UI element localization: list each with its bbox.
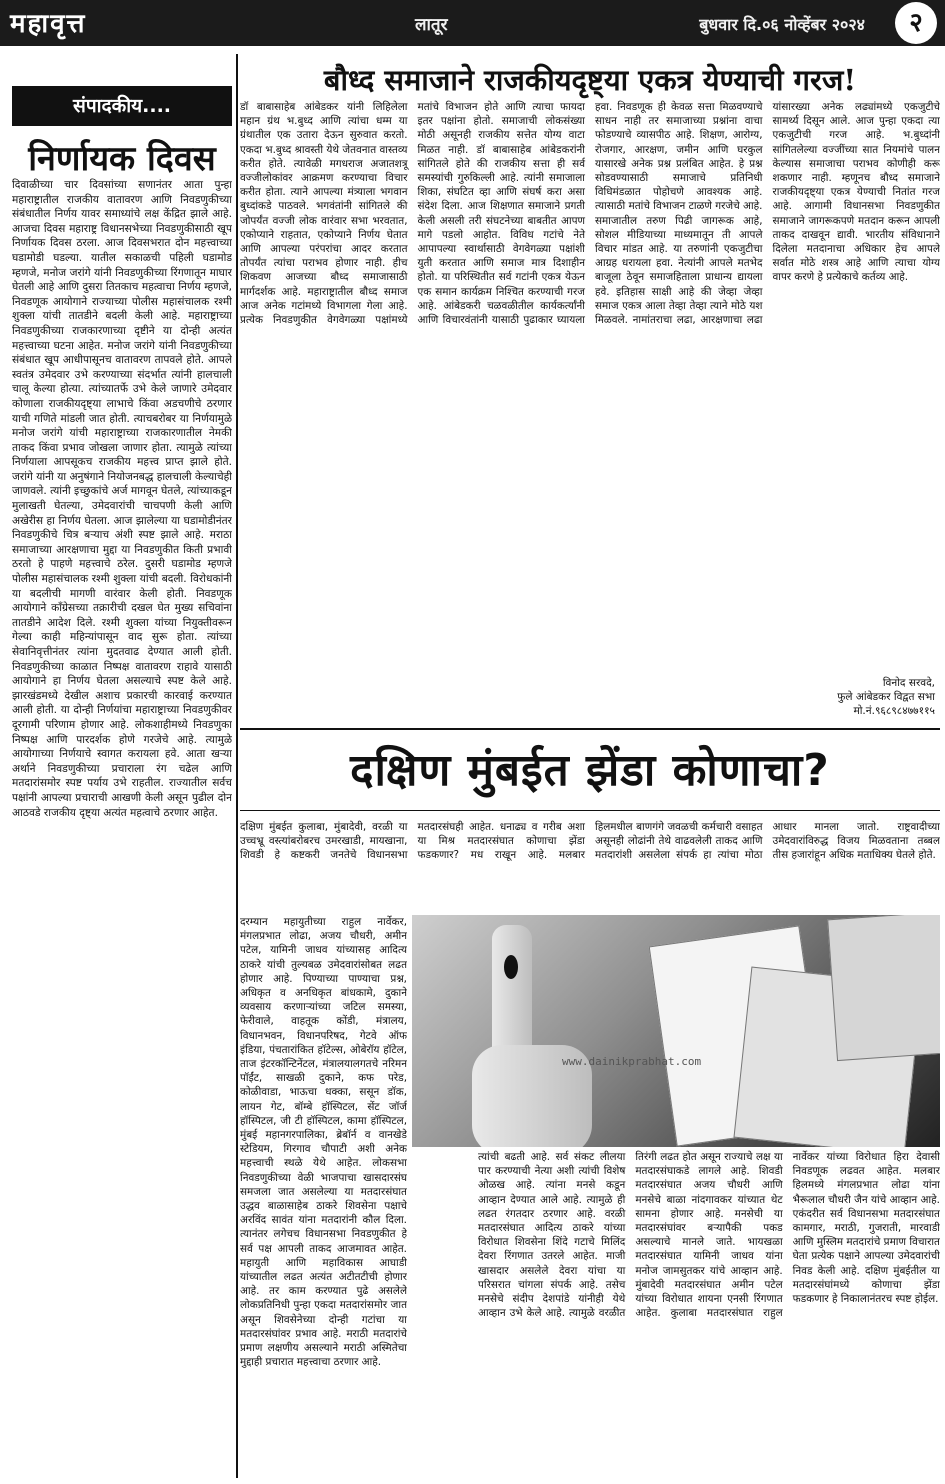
page-number-badge: २ <box>895 2 937 44</box>
voter-id-photo <box>412 915 940 1147</box>
editorial-body: दिवाळीच्या चार दिवसांच्या सणानंतर आता पुन्हा महाराष्ट्रातील राजकीय वातावरण आणि निवडणुकीच्या संबंधातील निर्णय यावर समाध्यांचे लक्ष केंद्रित झाले आहे. आजचा दिवस महाराष्ट्र विधानसभेच्या निवडणुकीसाठी खूप निर्णायक दिवस ठरला. आज दिवसभरात दोन महत्त्वाच्या घडामोडी घडल्या. यातील सकाळची पहिली घडामोड म्हणजे, मनोज जरांगे यांनी निवडणुकीच्या रिंगणातून माघार घेतली आहे आणि दुसरा तितकाच महत्वाचा निर्णय म्हणजे, निवडणूक आयोगाने राज्याच्या पोलीस महासंचालक रश्मी शुक्ला यांची तातडीने बदली केली आहे. महाराष्ट्राच्या निवडणुकीच्या राजकारणाच्या दृष्टीने या दोन्ही अत्यंत महत्त्वाच्या घटना आहेत. मनोज जरांगे यांनी निवडणुकीच्या संबंधात खूप आधीपासूनच वातावरण तापवले होते. आपले स्वतंत्र उमेदवार उभे करण्याच्या संदर्भात त्यांनी हालचाली चालू केल्या होत्या. त्यांच्यातर्फे उभे केले जाणारे उमेदवार कोणाला राजकीयदृष्ट्या लाभाचे किंवा अडचणीचे ठरणार याची गणिते मांडली जात होती. त्याचबरोबर या निर्णयामुळे मनोज जरांगे यांची महाराष्ट्राच्या राजकारणातील नेमकी ताकद किंवा प्रभाव जोखला जाणार होता. त्यामुळे त्यांच्या निर्णयाला आपसूकच राजकीय महत्त्व प्राप्त झाले होते. जरांगे यांनी या अनुषंगाने नियोजनबद्ध हालचाली केल्याचेही जाणवले. त्यांनी इच्छुकांचे अर्ज मागवून घेतले, त्यांच्याकडून मुलाखती घेतल्या, उमेदवारांची चाचपणी केली आणि अखेरीस हा निर्णय घेतला. आज झालेल्या या घडामोडीनंतर निवडणुकीचे चित्र बऱ्याच अंशी स्पष्ट झाले आहे. मराठा समाजाच्या आरक्षणाचा मुद्दा या निवडणुकीत किती प्रभावी ठरतो हे पाहणे महत्त्वाचे ठरेल. दुसरी घडामोड म्हणजे पोलीस महासंचालक रश्मी शुक्ला यांची बदली. विरोधकांनी या बदलीची मागणी वारंवार केली होती. निवडणूक आयोगाने काँग्रेसच्या तक्रारीची दखल घेत मुख्य सचिवांना तातडीने आदेश दिले. रश्मी शुक्ला यांच्या नियुक्तीवरून गेल्या काही महिन्यांपासून वाद सुरू होता. त्यांच्या सेवानिवृत्तीनंतर त्यांना मुदतवाढ देण्यात आली होती. निवडणुकीच्या काळात निष्पक्ष वातावरण राहावे यासाठी आयोगाने हा निर्णय घेतला असल्याचे स्पष्ट केले आहे. झारखंडमध्ये देखील अशाच प्रकारची कारवाई करण्यात आली होती. या दोन्ही निर्णयांचा महाराष्ट्राच्या निवडणुकीवर दूरगामी परिणाम होणार आहे. लोकशाहीमध्ये निवडणुका निष्पक्ष आणि पारदर्शक होणे गरजेचे आहे. त्यामुळे आयोगाच्या निर्णयाचे स्वागत करायला हवे. आता खऱ्या अर्थाने निवडणुकीच्या प्रचाराला रंग चढेल आणि मतदारांसमोर स्पष्ट पर्याय उभे राहतील. राज्यातील सर्वच पक्षांनी आपल्या प्रचाराची आखणी केली असून पुढील दोन आठवडे राजकीय दृष्ट्या अत्यंत महत्वाचे ठरणार आहेत. <box>12 179 232 819</box>
article2-body-left: दरम्यान महायुतीच्या राहुल नार्वेकर, मंगलप्रभात लोढा, अजय चौधरी, अमीन पटेल, यामिनी जाधव यांच्यासह आदित्य ठाकरे यांची तुल्यबळ उमेदवारांसोबत लढत होणार आहे. पिण्याच्या पाण्याचा प्रश्न, अधिकृत व अनधिकृत बांधकामे, दुकाने व्यवसाय करणाऱ्यांच्या जटिल समस्या, फेरीवाले, वाहतूक कोंडी, मंत्रालय, विधानभवन, विधानपरिषद, गेटवे ऑफ इंडिया, पंचतारांकित हॉटेल्स, ओबेरॉय हॉटेल, ताज इंटरकॉन्टिनेंटल, मंत्रालयालगतचे नरिमन पॉईंट, साखळी दुकाने, कफ परेड, कोळीवाडा, भाऊचा धक्का, ससून डॉक, लायन गेट, बॉम्बे हॉस्पिटल, सेंट जॉर्ज हॉस्पिटल, जी टी हॉस्पिटल, कामा हॉस्पिटल, मुंबई महानगरपालिका, ब्रेबॉर्न व वानखेडे स्टेडियम, गिरगाव चौपाटी अशी अनेक महत्त्वाची स्थळे येथे आहेत. लोकसभा निवडणुकीच्या वेळी भाजपाचा खासदारसंघ समजला जात असलेल्या या मतदारसंघात उद्धव बाळासाहेब ठाकरे शिवसेना पक्षाचे अरविंद सावंत यांना मतदारांनी कौल दिला. त्यानंतर लगेचच विधानसभा निवडणुकीत हे सर्व पक्ष आपली ताकद आजमावत आहेत. महायुती आणि महाविकास आघाडी यांच्यातील लढत अत्यंत अटीतटीची होणार आहे. तर काम करण्यात पुढे असलेले लोकप्रतिनिधी पुन्हा एकदा मतदारांसमोर जात असून शिवसेनेच्या दोन्ही गटांचा या मतदारसंघांवर प्रभाव आहे. मराठी मतदारांचे प्रमाण लक्षणीय असल्याने मराठी अस्मितेचा मुद्दाही प्रचारात महत्त्वाचा ठरणार आहे. <box>240 916 407 1369</box>
article2-body-upper: दक्षिण मुंबईत कुलाबा, मुंबादेवी, वरळी या उच्चभ्रू वस्त्यांबरोबरच उमरखाडी, मायखाना, शिवडी हे कष्टकरी जनतेचे विधानसभा मतदारसंघही आहेत. धनाढ्य व गरीब अशा या मिश्र मतदारसंघात कोणाचा झेंडा फडकणार? मध राखून आहे. मलबार हिलमधील बाणगंगे जवळची कर्मचारी वसाहत असूनही लोढांनी तेथे वाढवलेली ताकद आणि मतदारांशी असलेला संपर्क हा त्यांचा मोठा आधार मानला जातो. राष्ट्रवादीच्या उमेदवारांविरुद्ध विजय मिळवताना तब्बल तीस हजारांहून अधिक मताधिक्य घेतले होते. <box>240 821 940 862</box>
author-phone: मो.नं.९६८९८४७७११५ <box>853 705 935 717</box>
editorial-title: निर्णायक दिवस <box>28 139 216 179</box>
article2-body-right: त्यांची बढती आहे. सर्व संकट लीलया पार करण्याची नेत्या अशी त्यांची विशेष ओळख आहे. त्यांना मनसे कडून आव्हान देण्यात आले आहे. त्यामुळे ही लढत रंगतदार ठरणार आहे. वरळी मतदारसंघात आदित्य ठाकरे यांच्या विरोधात शिवसेना शिंदे गटाचे मिलिंद देवरा रिंगणात उतरले आहेत. माजी खासदार असलेले देवरा यांचा या परिसरात चांगला संपर्क आहे. तसेच मनसेचे संदीप देशपांडे यांनीही येथे आव्हान उभे केले आहे. त्यामुळे वरळीत तिरंगी लढत होत असून राज्याचे लक्ष या मतदारसंघाकडे लागले आहे. शिवडी मतदारसंघात अजय चौधरी आणि मनसेचे बाळा नांदगावकर यांच्यात थेट सामना होणार आहे. मनसेची या मतदारसंघांवर बऱ्यापैकी पकड असल्याचे मानले जाते. भायखळा मतदारसंघात यामिनी जाधव यांना मनोज जामसुतकर यांचे आव्हान आहे. मुंबादेवी मतदारसंघात अमीन पटेल यांच्या विरोधात शायना एनसी रिंगणात आहेत. कुलाबा मतदारसंघात राहुल नार्वेकर यांच्या विरोधात हिरा देवासी निवडणूक लढवत आहेत. मलबार हिलमध्ये मंगलप्रभात लोढा यांना भैरूलाल चौधरी जैन यांचे आव्हान आहे. एकंदरीत सर्व विधानसभा मतदारसंघात कामगार, मराठी, गुजराती, मारवाडी आणि मुस्लिम मतदारांचे प्रमाण विचारात घेता प्रत्येक पक्षाने आपल्या उमेदवारांची निवड केली आहे. दक्षिण मुंबईतील या मतदारसंघांमध्ये कोणाचा झेंडा फडकणार हे निकालानंतरच स्पष्ट होईल. <box>478 1151 940 1320</box>
article1-body: डॉ बाबासाहेब आंबेडकर यांनी लिहिलेला महान ग्रंथ भ.बुध्द आणि त्यांचा धम्म या ग्रंथातील एक उतारा देऊन सुरुवात करतो. एकदा भ.बुध्द श्रावस्ती येथे जेतवनात वास्तव्य करीत होते. त्यावेळी मगधराज अजातशत्रू वज्जीलोकांवर आक्रमण करण्याचा विचार करीत होता. त्याने आपल्या मंत्र्याला भगवान बुध्दांकडे पाठवले. भगवंतांनी सांगितले की जोपर्यंत वज्जी लोक वारंवार सभा भरवतात, एकोप्याने राहतात, एकोप्याने निर्णय घेतात आणि आपल्या परंपरांचा आदर करतात तोपर्यंत त्यांचा पराभव होणार नाही. हीच शिकवण आजच्या बौध्द समाजासाठी मार्गदर्शक आहे. महाराष्ट्रातील बौध्द समाज आज अनेक गटांमध्ये विभागला गेला आहे. प्रत्येक निवडणुकीत वेगवेगळ्या पक्षांमध्ये मतांचे विभाजन होते आणि त्याचा फायदा इतर पक्षांना होतो. समाजाची लोकसंख्या मोठी असूनही राजकीय सत्तेत योग्य वाटा मिळत नाही. डॉ बाबासाहेब आंबेडकरांनी सांगितले होते की राजकीय सत्ता ही सर्व समस्यांची गुरुकिल्ली आहे. त्यांनी समाजाला शिका, संघटित व्हा आणि संघर्ष करा असा संदेश दिला. आज शिक्षणात समाजाने प्रगती केली असली तरी संघटनेच्या बाबतीत आपण मागे पडलो आहोत. विविध गटांचे नेते आपापल्या स्वार्थासाठी वेगवेगळ्या पक्षांशी युती करतात आणि समाज मात्र दिशाहीन होतो. या परिस्थितीत सर्व गटांनी एकत्र येऊन एक समान कार्यक्रम निश्चित करण्याची गरज आहे. आंबेडकरी चळवळीतील कार्यकर्त्यांनी आणि विचारवंतांनी यासाठी पुढाकार घ्यायला हवा. निवडणूक ही केवळ सत्ता मिळवण्याचे साधन नाही तर समाजाच्या प्रश्नांना वाचा फोडण्याचे व्यासपीठ आहे. शिक्षण, आरोग्य, रोजगार, आरक्षण, जमीन आणि घरकुल यासारखे अनेक प्रश्न प्रलंबित आहेत. हे प्रश्न सोडवण्यासाठी समाजाचे प्रतिनिधी विधिमंडळात पोहोचणे आवश्यक आहे. त्यासाठी मतांचे विभाजन टाळणे गरजेचे आहे. समाजातील तरुण पिढी जागरूक आहे, सोशल मीडियाच्या माध्यमातून ती आपले विचार मांडत आहे. या तरुणांनी एकजुटीचा आग्रह धरायला हवा. नेत्यांनी आपले मतभेद बाजूला ठेवून समाजहिताला प्राधान्य द्यायला हवे. इतिहास साक्षी आहे की जेव्हा जेव्हा समाज एकत्र आला तेव्हा तेव्हा त्याने मोठे यश मिळवले. नामांतराचा लढा, आरक्षणाचा लढा यांसारख्या अनेक लढ्यांमध्ये एकजुटीचे सामर्थ्य दिसून आले. आज पुन्हा एकदा त्या एकजुटीची गरज आहे. भ.बुध्दांनी सांगितलेल्या वज्जींच्या सात नियमांचे पालन केल्यास समाजाचा पराभव कोणीही करू शकणार नाही. म्हणूनच बौध्द समाजाने राजकीयदृष्ट्या एकत्र येण्याची नितांत गरज आहे. आगामी विधानसभा निवडणुकीत समाजाने जागरूकपणे मतदान करून आपली ताकद दाखवून द्यावी. भारतीय संविधानाने दिलेला मतदानाचा अधिकार हेच आपले सर्वात मोठे शस्त्र आहे आणि त्याचा योग्य वापर करणे हे प्रत्येकाचे कर्तव्य आहे. <box>240 101 940 327</box>
photo-watermark: www.dainikprabhat.com <box>562 1055 702 1068</box>
author-name: विनोद सरवदे, <box>882 677 935 689</box>
headline-underline <box>240 810 940 811</box>
edition-city: लातूर <box>415 15 448 35</box>
voter-card-image <box>827 915 940 1061</box>
left-column-divider <box>236 54 238 1478</box>
article2-headline: दक्षिण मुंबईत झेंडा कोणाचा? <box>350 745 830 796</box>
article-separator <box>240 728 940 730</box>
masthead <box>0 0 945 46</box>
author-organization: फुले आंबेडकर विद्वत सभा <box>837 691 935 703</box>
author-byline <box>730 676 935 718</box>
issue-date: बुधवार दि.०६ नोव्हेंबर २०२४ <box>699 15 865 34</box>
editorial-section-label: संपादकीय.... <box>12 86 232 126</box>
newspaper-brand: महावृत्त <box>10 9 87 39</box>
article1-headline: बौध्द समाजाने राजकीयदृष्ट्या एकत्र येण्याची गरज! <box>323 63 857 97</box>
ink-mark <box>504 955 518 979</box>
